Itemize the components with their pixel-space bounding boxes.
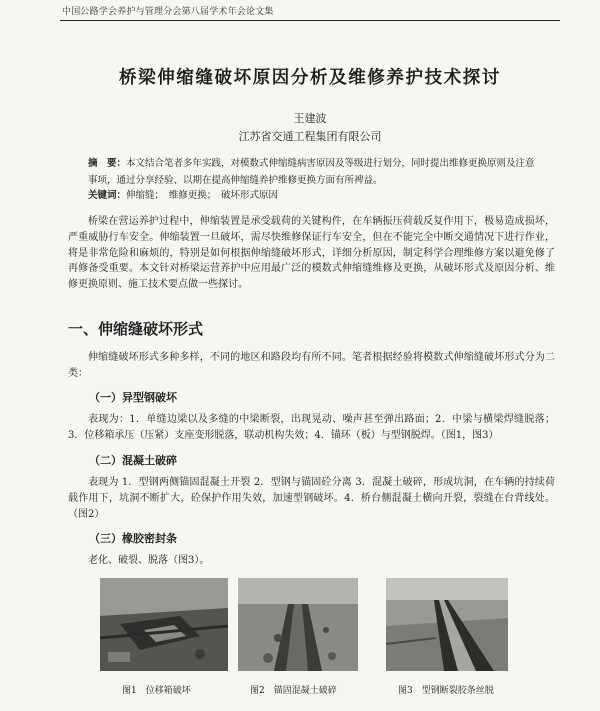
keywords-text: 伸缩缝； 维修更换； 破坏形式原因 bbox=[126, 190, 279, 201]
header-rule bbox=[60, 20, 560, 21]
subsection-heading-1: （一）异型钢破坏 bbox=[89, 391, 177, 404]
figure-3-photo bbox=[386, 578, 508, 671]
section-heading-1: 一、伸缩缝破坏形式 bbox=[68, 320, 204, 338]
author-name: 王建波 bbox=[293, 112, 327, 125]
figure-2-caption: 图2 锚固混凝土破碎 bbox=[250, 686, 337, 696]
paper-title: 桥梁伸缩缝破坏原因分析及维修养护技术探讨 bbox=[119, 68, 501, 88]
figure-1-photo bbox=[100, 578, 228, 671]
subsection-3-text: 老化、破裂、脱落（图3）。 bbox=[88, 555, 210, 566]
figure-1-caption: 图1 位移箱破坏 bbox=[122, 686, 191, 696]
subsection-heading-2: （二）混凝土破碎 bbox=[89, 454, 177, 467]
section1-intro: 伸缩缝破坏形式多种多样，不同的地区和路段均有所不同。笔者根据经验将模数式伸缩缝破坏形式分为二类： bbox=[68, 352, 555, 379]
figure-3-caption: 图3 型钢断裂胶条丝脱 bbox=[398, 686, 494, 696]
keywords-label: 关键词： bbox=[88, 190, 127, 201]
abstract-label: 摘 要： bbox=[88, 158, 127, 169]
subsection-1-text: 表现为：1．单缝边梁以及多缝的中梁断裂，出现晃动、噪声甚至弹出路面；2．中梁与横梁焊缝脱落；3．位移箱承压（压紧）支座变形脱落，联动机构失效；4．锚环（板）与型钢脱焊。（图1，图3） bbox=[68, 414, 555, 441]
abstract bbox=[88, 155, 540, 189]
running-header: 中国公路学会养护与管理分会第八届学术年会论文集 bbox=[62, 7, 274, 17]
abstract-text: 本文结合笔者多年实践，对模数式伸缩缝病害原因及等级进行划分，同时提出维修更换原则及注意事项，通过分享经验、以期在提高伸缩缝养护维修更换方面有所裨益。 bbox=[88, 158, 535, 186]
photo-broken-displacement-box-icon bbox=[100, 578, 228, 671]
author-affiliation: 江苏省交通工程集团有限公司 bbox=[238, 130, 382, 143]
subsection-heading-3: （三）橡胶密封条 bbox=[89, 532, 177, 545]
subsection-2-text: 表现为 1．型钢两侧锚固混凝土开裂 2．型钢与锚固砼分离 3．混凝土破碎，形成坑洞，在车辆的持续荷载作用下，坑洞不断扩大，砼保护作用失效，加速型钢破坏。4．桥台侧混凝土横向开裂，裂缝在台背线处。（图2） bbox=[68, 477, 555, 520]
photo-crushed-anchor-concrete-icon bbox=[238, 578, 358, 671]
intro-paragraph: 桥梁在营运养护过程中，伸缩装置是承受载荷的关键构件，在车辆振压荷载反复作用下，极易造成损坏，严重威胁行车安全。伸缩装置一旦破坏，需尽快维修保证行车安全，但在不能完全中断交通情况下进行作业，将是非常危险和麻烦的，特别是如何根据伸缩缝破坏形式，详细分析原因，制定科学合理维修方案以避免修了再修备受重要。本文针对桥梁运营养护中应用最广泛的模数式伸缩缝维修及更换，从破坏形式及原因分析、维修更换原则、施工技术要点做一些探讨。 bbox=[68, 216, 555, 291]
photo-broken-profile-steel-icon bbox=[386, 578, 508, 671]
figure-2-photo bbox=[238, 578, 358, 671]
keywords bbox=[88, 187, 540, 201]
